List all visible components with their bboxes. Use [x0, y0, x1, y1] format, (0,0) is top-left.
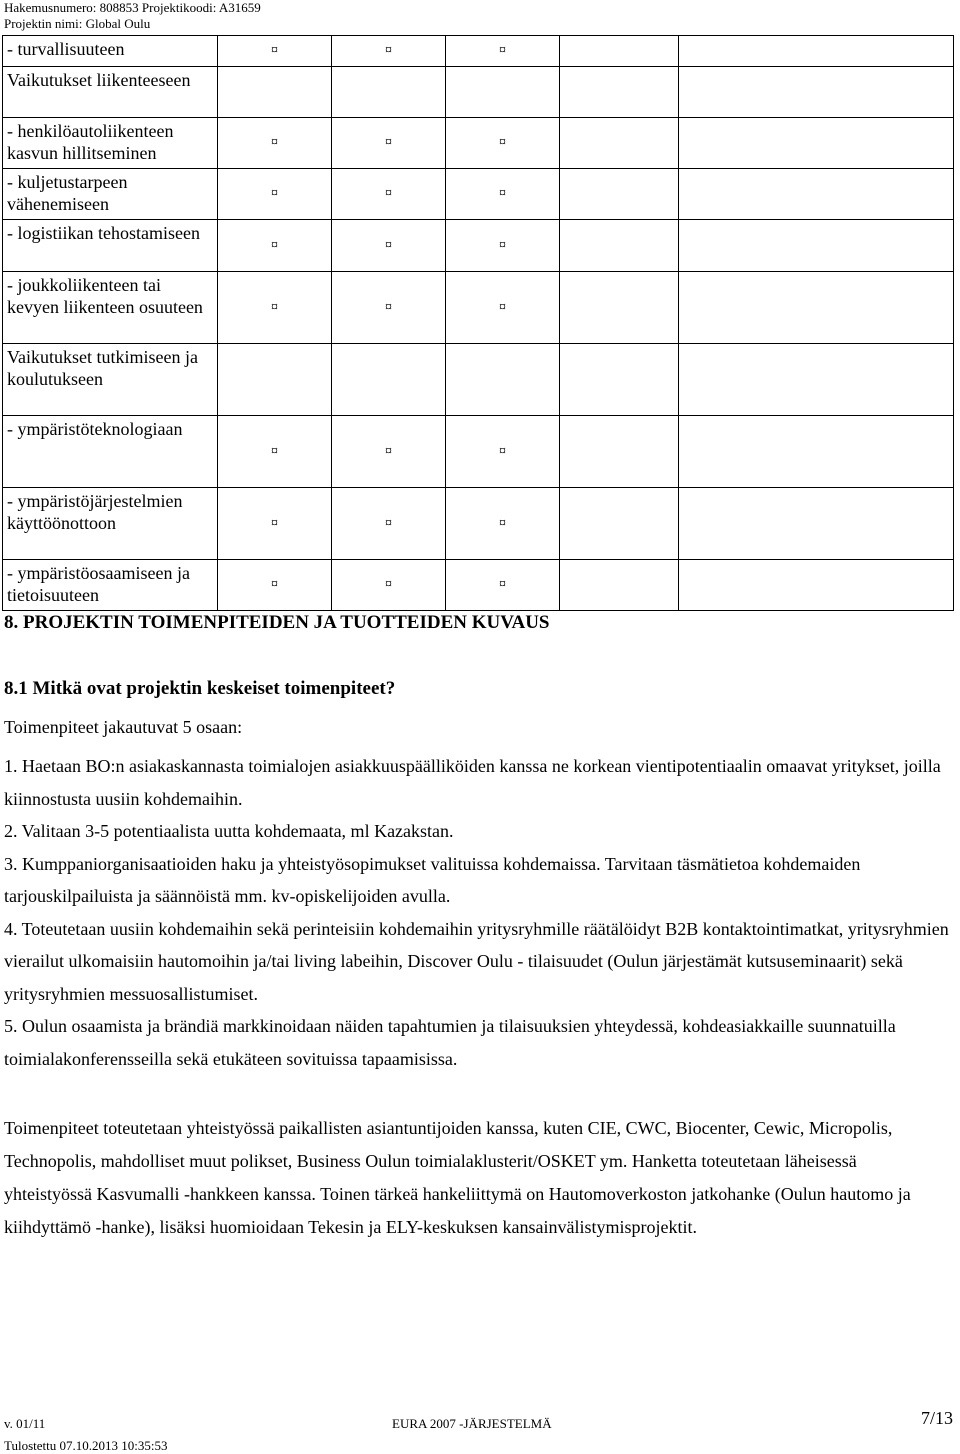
- table-row: [3, 220, 954, 272]
- table-row: [3, 272, 954, 344]
- table-row: [3, 416, 954, 488]
- currency-mark-icon: ¤: [218, 416, 332, 488]
- currency-mark-icon: ¤: [332, 118, 446, 169]
- empty-cell: [679, 36, 954, 67]
- empty-cell: [679, 416, 954, 488]
- empty-cell: [560, 344, 679, 416]
- empty-cell: [560, 220, 679, 272]
- empty-cell: [446, 67, 560, 118]
- impact-table: [2, 35, 954, 611]
- row-label: - kuljetustarpeen vähenemiseen: [3, 169, 218, 220]
- footer-system-name: EURA 2007 -JÄRJESTELMÄ: [392, 1416, 552, 1431]
- empty-cell: [446, 344, 560, 416]
- empty-cell: [560, 416, 679, 488]
- table-row: [3, 67, 954, 118]
- measures-list: [4, 750, 949, 1075]
- empty-cell: [679, 272, 954, 344]
- currency-mark-icon: ¤: [218, 118, 332, 169]
- row-label: - henkilöautoliikenteen kasvun hillitseminen: [3, 118, 218, 169]
- measure-item: 5. Oulun osaamista ja brändiä markkinoidaan näiden tapahtumien ja tilaisuuksien yhteydessä, kohdeasiakkaille suunnatuilla toimialakonferensseilla sekä etukäteen sovituissa tapaamisissa.: [4, 1016, 896, 1069]
- header-project-name: Projektin nimi: Global Oulu: [4, 16, 151, 31]
- empty-cell: [560, 169, 679, 220]
- row-label: - turvallisuuteen: [3, 36, 218, 67]
- measure-item: 4. Toteutetaan uusiin kohdemaihin sekä perinteisiin kohdemaihin yritysryhmille räätälöidyt B2B kontaktointimatkat, yritysryhmien vierailut ulkomaisiin hautomoihin ja/tai living labeihin, Discover Oulu - tilaisuudet (Oulun järjestämät kutsuseminaarit) sekä yritysryhmien messuosallistumiset.: [4, 918, 949, 1004]
- section-8-heading: 8. PROJEKTIN TOIMENPITEIDEN JA TUOTTEIDEN KUVAUS: [4, 612, 550, 633]
- row-label: - ympäristöteknologiaan: [3, 416, 218, 488]
- row-label: - logistiikan tehostamiseen: [3, 220, 218, 272]
- empty-cell: [679, 560, 954, 611]
- table-row: [3, 488, 954, 560]
- empty-cell: [679, 169, 954, 220]
- empty-cell: [560, 272, 679, 344]
- measures-intro: Toimenpiteet jakautuvat 5 osaan:: [4, 717, 243, 737]
- empty-cell: [679, 67, 954, 118]
- empty-cell: [332, 344, 446, 416]
- currency-mark-icon: ¤: [332, 220, 446, 272]
- empty-cell: [679, 220, 954, 272]
- currency-mark-icon: ¤: [332, 272, 446, 344]
- currency-mark-icon: ¤: [446, 220, 560, 272]
- currency-mark-icon: ¤: [332, 560, 446, 611]
- table-row: [3, 344, 954, 416]
- empty-cell: [560, 118, 679, 169]
- empty-cell: [218, 344, 332, 416]
- currency-mark-icon: ¤: [446, 36, 560, 67]
- currency-mark-icon: ¤: [218, 220, 332, 272]
- row-label: - ympäristöjärjestelmien käyttöönottoon: [3, 488, 218, 560]
- empty-cell: [560, 36, 679, 67]
- row-label: - ympäristöosaamiseen ja tietoisuuteen: [3, 560, 218, 611]
- measure-item: 1. Haetaan BO:n asiakaskannasta toimialojen asiakkuuspäälliköiden kanssa ne korkean vientipotentiaalin omaavat yritykset, joilla kiinnostusta uusiin kohdemaihin.: [4, 756, 941, 809]
- currency-mark-icon: ¤: [446, 118, 560, 169]
- row-label: Vaikutukset liikenteeseen: [3, 67, 218, 118]
- currency-mark-icon: ¤: [446, 272, 560, 344]
- empty-cell: [679, 488, 954, 560]
- measure-item: 3. Kumppaniorganisaatioiden haku ja yhteistyösopimukset valituissa kohdemaissa. Tarvitaan täsmätietoa kohdemaiden tarjouskilpailuista ja säännöistä mm. kv-opiskelijoiden avulla.: [4, 853, 861, 906]
- empty-cell: [679, 118, 954, 169]
- header-application-number: Hakemusnumero: 808853 Projektikoodi: A31659: [4, 0, 261, 15]
- measure-item: 2. Valitaan 3-5 potentiaalista uutta kohdemaata, ml Kazakstan.: [4, 821, 454, 841]
- table-row: [3, 36, 954, 67]
- footer-print-timestamp: Tulostettu 07.10.2013 10:35:53: [4, 1438, 168, 1453]
- currency-mark-icon: ¤: [446, 560, 560, 611]
- currency-mark-icon: ¤: [218, 272, 332, 344]
- table-row: [3, 118, 954, 169]
- currency-mark-icon: ¤: [332, 416, 446, 488]
- cooperation-paragraph: Toimenpiteet toteutetaan yhteistyössä paikallisten asiantuntijoiden kanssa, kuten CIE, CWC, Biocenter, Cewic, Micropolis, Technopolis, mahdolliset muut polikset, Business Oulun toimialaklusterit/OSKET ym. Hanketta toteutetaan läheisessä yhteistyössä Kasvumalli -hankkeen kanssa. Toinen tärkeä hankeliittymä on Hautomoverkoston jatkohanke (Oulun hautomo ja kiihdyttämö -hanke), lisäksi huomioidaan Tekesin ja ELY-keskuksen kansainvälistymisprojektit.: [4, 1118, 911, 1237]
- empty-cell: [218, 67, 332, 118]
- currency-mark-icon: ¤: [218, 169, 332, 220]
- empty-cell: [332, 67, 446, 118]
- currency-mark-icon: ¤: [332, 36, 446, 67]
- section-8-1-heading: 8.1 Mitkä ovat projektin keskeiset toimenpiteet?: [4, 678, 396, 699]
- currency-mark-icon: ¤: [446, 488, 560, 560]
- currency-mark-icon: ¤: [218, 560, 332, 611]
- table-row: [3, 169, 954, 220]
- currency-mark-icon: ¤: [218, 488, 332, 560]
- row-label: - joukkoliikenteen tai kevyen liikenteen osuuteen: [3, 272, 218, 344]
- empty-cell: [560, 560, 679, 611]
- footer-version: v. 01/11: [4, 1416, 46, 1431]
- currency-mark-icon: ¤: [332, 488, 446, 560]
- footer-page-number: 7/13: [921, 1408, 954, 1428]
- empty-cell: [679, 344, 954, 416]
- currency-mark-icon: ¤: [446, 416, 560, 488]
- currency-mark-icon: ¤: [218, 36, 332, 67]
- table-row: [3, 560, 954, 611]
- empty-cell: [560, 488, 679, 560]
- row-label: Vaikutukset tutkimiseen ja koulutukseen: [3, 344, 218, 416]
- empty-cell: [560, 67, 679, 118]
- currency-mark-icon: ¤: [446, 169, 560, 220]
- currency-mark-icon: ¤: [332, 169, 446, 220]
